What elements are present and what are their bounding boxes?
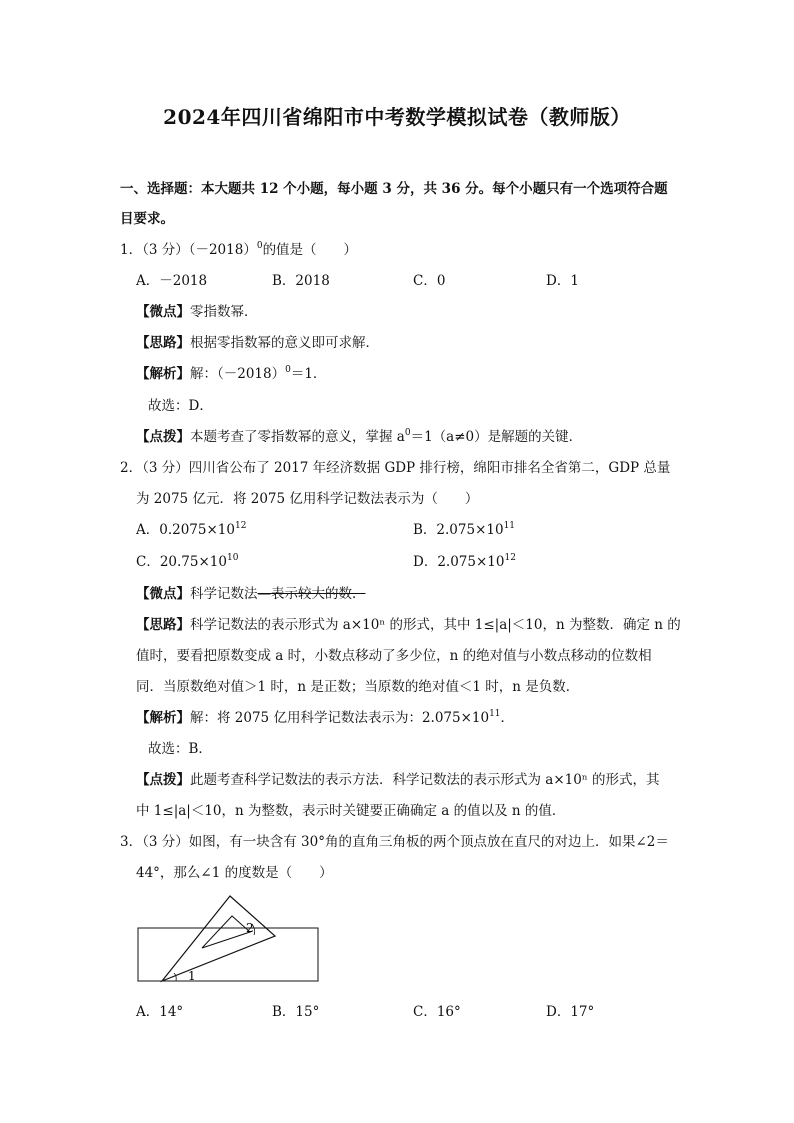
set-square-outer bbox=[162, 896, 275, 981]
q3-option-b: B．15° bbox=[272, 1004, 320, 1020]
q2-option-c: C．$20.75\times 10^{10}$ bbox=[136, 553, 239, 570]
q1-idea: 【思路】根据零指数幂的意义即可求解． bbox=[136, 335, 379, 351]
q2-comment-line2: 中 1≤|a|＜10，n 为整数，表示时关键要正确确定 a 的值以及 n 的值． bbox=[136, 803, 566, 819]
q3-option-d: D．17° bbox=[546, 1004, 595, 1020]
q1-option-a: A．－2018 bbox=[136, 273, 208, 289]
section-heading-line1: 一、选择题：本大题共 12 个小题，每小题 3 分，共 36 分。每个小题只有一个选项符合题 bbox=[120, 181, 668, 197]
q2-point: 【微点】科学记数法—表示较大的数． bbox=[136, 586, 366, 602]
q3-stem-line1: 3．（3 分）如图，有一块含有 30°角的直角三角板的两个顶点放在直尺的对边上．如果∠2＝ bbox=[120, 834, 669, 850]
q3-option-c: C．16° bbox=[413, 1004, 461, 1020]
q2-option-a: A．$0.2075\times 10^{12}$ bbox=[136, 521, 247, 538]
q2-idea-line3: 同．当原数绝对值＞1 时，n 是正数；当原数的绝对值＜1 时，n 是负数． bbox=[136, 679, 580, 695]
q2-option-b: B．$2.075\times 10^{11}$ bbox=[413, 521, 516, 538]
q1-option-b: B．2018 bbox=[272, 273, 330, 289]
q3-stem-line2: 44°，那么∠1 的度数是（ ） bbox=[136, 865, 333, 881]
page-title: 2024年四川省绵阳市中考数学模拟试卷（教师版） bbox=[163, 105, 631, 129]
q2-comment-line1: 【点拨】此题考查科学记数法的表示方法．科学记数法的表示形式为 a×10ⁿ 的形式，其 bbox=[136, 772, 660, 788]
q1-option-c: C．0 bbox=[413, 273, 446, 289]
q2-solution: 【解析】解：将 2075 亿用科学记数法表示为：$2.075\times 10^{11}$． bbox=[136, 709, 515, 726]
angle-1-arc bbox=[174, 973, 176, 981]
q1-option-d: D．1 bbox=[546, 273, 579, 289]
q2-answer: 故选：B． bbox=[148, 741, 212, 757]
q2-idea-line2: 值时，要看把原数变成 a 时，小数点移动了多少位，n 的绝对值与小数点移动的位数相 bbox=[136, 648, 652, 664]
q1-stem: 1．（3 分）$(-2018)^0$的值是（ ） bbox=[120, 241, 358, 258]
q3-option-a: A．14° bbox=[136, 1004, 184, 1020]
angle-2-label: 2 bbox=[246, 921, 254, 935]
q2-stem-line2: 为 2075 亿元．将 2075 亿用科学记数法表示为（ ） bbox=[136, 491, 479, 507]
q2-option-d: D．$2.075\times 10^{12}$ bbox=[413, 553, 516, 570]
q2-idea-line1: 【思路】科学记数法的表示形式为 a×10ⁿ 的形式，其中 1≤|a|＜10，n 为整数．确定 n 的 bbox=[136, 617, 681, 633]
section-heading-line2: 目要求。 bbox=[120, 211, 174, 227]
angle-1-label: 1 bbox=[188, 969, 196, 983]
q2-stem-line1: 2．（3 分）四川省公布了 2017 年经济数据 GDP 排行榜，绵阳市排名全省第二，GDP 总量 bbox=[120, 460, 671, 476]
q1-point: 【微点】零指数幂． bbox=[136, 304, 258, 320]
q1-solution: 【解析】解：$(-2018)^0=1$． bbox=[136, 365, 327, 382]
set-square-inner bbox=[202, 916, 250, 948]
q1-answer: 故选：D． bbox=[148, 398, 213, 414]
q1-comment: 【点拨】本题考查了零指数幂的意义，掌握 $a^0=1(a\ne 0)$是解题的关键． bbox=[136, 428, 583, 445]
ruler-triangle-figure bbox=[130, 888, 330, 988]
